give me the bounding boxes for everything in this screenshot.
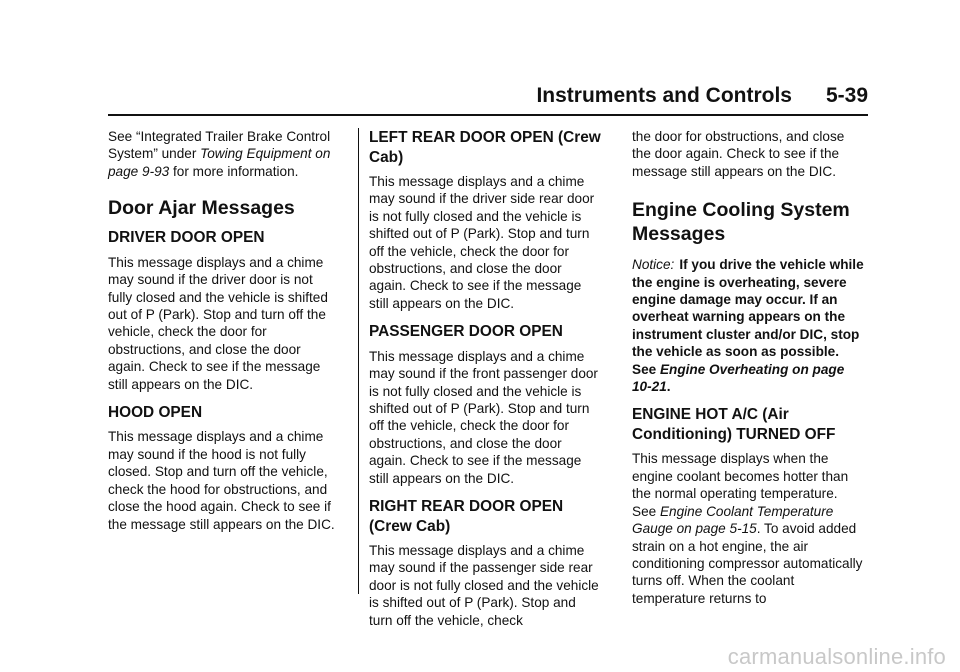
continued-text: the door for obstructions, and close the door again. Check to see if the message still appears on the DIC.	[632, 129, 845, 179]
column-3	[632, 128, 864, 607]
passenger-door-open-text: This message displays and a chime may sound if the front passenger door is not fully closed and the vehicle is shifted out of P (Park). Stop and turn off the vehicle, check the door for obstructions, and close the door again. Check to see if the message still appears on the DIC.	[369, 348, 598, 486]
notice-text: If you drive the vehicle while the engine is overheating, severe engine damage may occur. If an overheat warning appears on the instrument cluster and/or DIC, stop the vehicle as soon as possible. See	[632, 257, 864, 377]
engine-hot-text: This message displays when the engine coolant becomes hotter than the normal operating temperature. See	[632, 451, 849, 519]
intro-text-end: for more information.	[169, 163, 299, 179]
watermark: carmanualsonline.info	[727, 644, 946, 669]
left-rear-door-open-heading: LEFT REAR DOOR OPEN (Crew Cab)	[369, 129, 601, 166]
right-rear-door-open-text: This message displays and a chime may sound if the passenger side rear door is not fully closed and the vehicle is shifted out of P (Park). Stop and turn off the vehicle, check	[369, 543, 599, 628]
passenger-door-open-heading: PASSENGER DOOR OPEN	[369, 323, 563, 341]
column-1	[108, 128, 340, 533]
page-header-title: Instruments and Controls	[536, 84, 792, 107]
coolant-gauge-reference: Engine Coolant Temperature Gauge on page 5-15	[632, 503, 834, 537]
hood-open-heading: HOOD OPEN	[108, 403, 203, 421]
notice-paragraph	[632, 256, 864, 395]
door-ajar-section-title: Door Ajar Messages	[108, 197, 295, 220]
engine-hot-ac-off-text	[632, 450, 864, 607]
towing-equipment-reference: Towing Equipment on page 9-93	[108, 146, 331, 179]
engine-overheating-reference: Engine Overheating on page 10-21	[632, 361, 845, 395]
engine-cooling-section-title: Engine Cooling System Messages	[632, 199, 850, 246]
right-rear-door-open-heading: RIGHT REAR DOOR OPEN (Crew Cab)	[369, 498, 564, 535]
column-2	[369, 128, 601, 629]
header-rule	[108, 114, 868, 116]
notice-label: Notice:	[632, 257, 675, 273]
engine-hot-ac-off-heading: ENGINE HOT A/C (Air Conditioning) TURNED OFF	[632, 406, 836, 443]
driver-door-open-heading: DRIVER DOOR OPEN	[108, 229, 265, 247]
intro-paragraph	[108, 128, 340, 180]
hood-open-text: This message displays and a chime may sound if the hood is not fully closed. Stop and turn off the vehicle, check the hood for obstructions, and close the hood again. Check to see if the message still appears on the DIC.	[108, 429, 335, 532]
page-number: 5-39	[825, 84, 868, 107]
column-divider	[358, 128, 359, 594]
left-rear-door-open-text: This message displays and a chime may sound if the driver side rear door is not fully closed and the vehicle is shifted out of P (Park). Stop and turn off the vehicle, check the door for obstructions, and close the door again. Check to see if the message still appears on the DIC.	[369, 174, 595, 311]
notice-end: .	[666, 379, 671, 395]
engine-hot-text-end: . To avoid added strain on a hot engine, the air conditioning compressor automatically turns off. When the coolant temperature returns to	[632, 521, 863, 606]
driver-door-open-text: This message displays and a chime may sound if the driver door is not fully closed and the vehicle is shifted out of P (Park). Stop and turn off the vehicle, check the door for obstructions, and close the door again. Check to see if the message still appears on the DIC.	[108, 254, 328, 392]
intro-text: See “Integrated Trailer Brake Control System” under	[108, 129, 331, 162]
